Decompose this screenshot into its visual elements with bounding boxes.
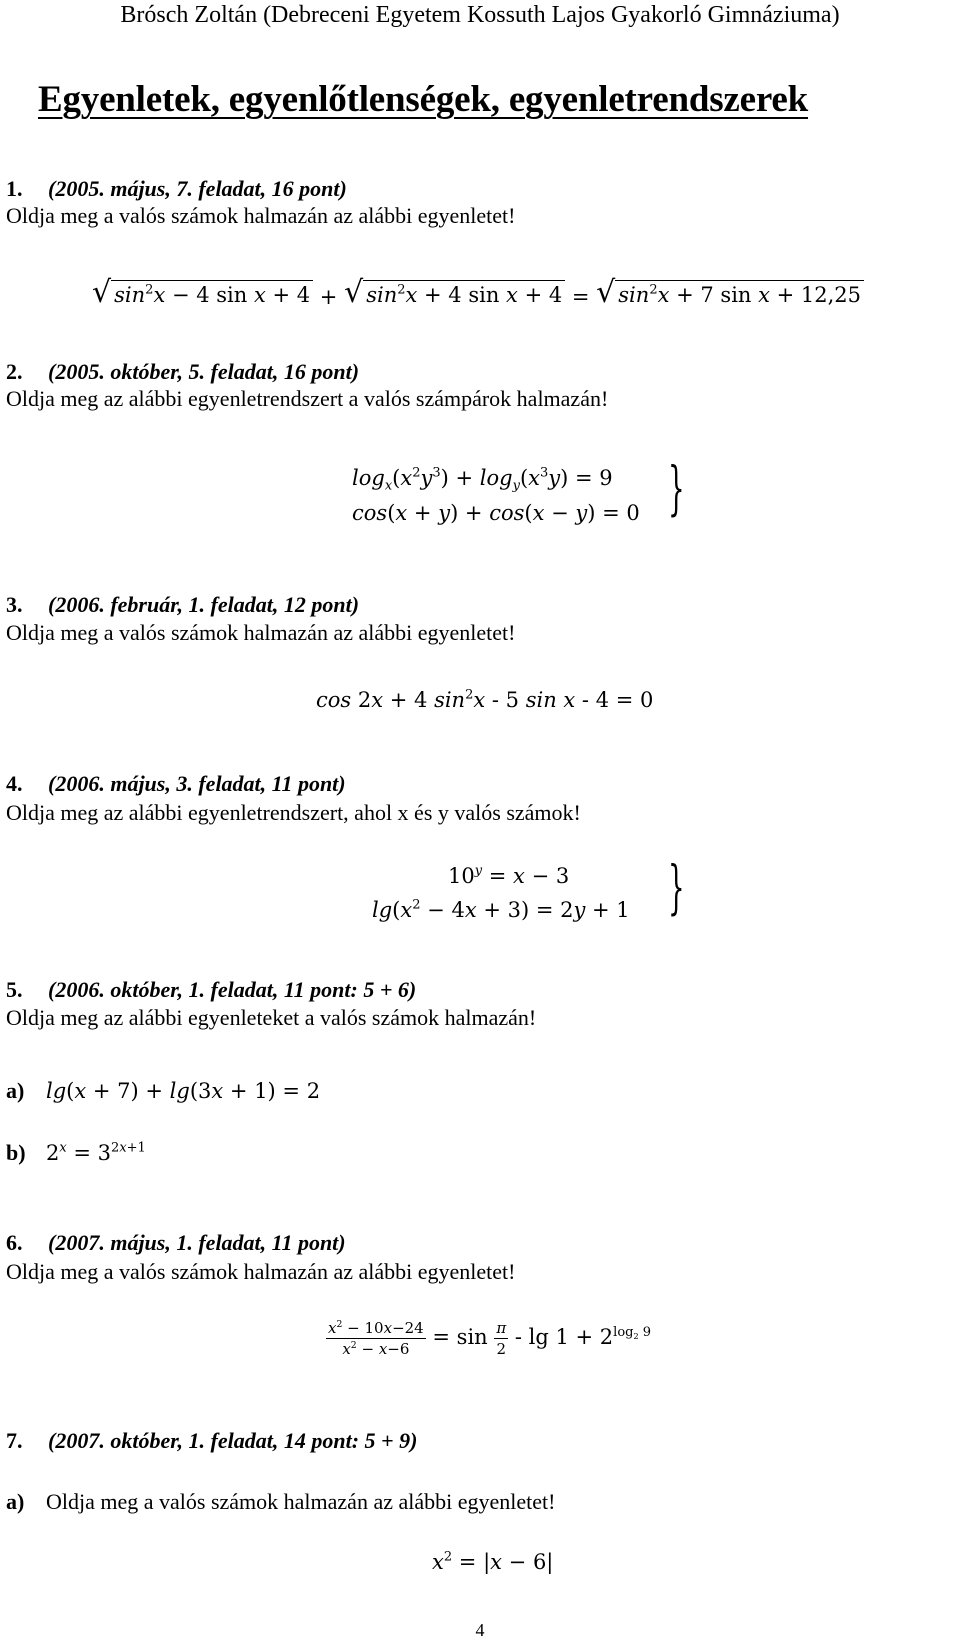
problem-number: 5. [6, 977, 23, 1002]
problem-6-equation: $\frac{x^2 - 10x-24}{x^2 - x-6}$ = sin $\frac{\pi}{2}$ - $\lg 1 + 2^{log_2 9}$ [328, 1318, 652, 1358]
problem-2-equation-2: cos(x + y) + cos(x − y) = 0 [352, 501, 640, 525]
problem-source: (2007. október, 1. feladat, 14 pont: 5 + 9) [48, 1428, 418, 1453]
page-title: Egyenletek, egyenlőtlenségek, egyenletrendszerek [38, 79, 809, 120]
problem-number: 7. [6, 1428, 23, 1453]
problem-5-title [6, 977, 416, 1003]
problem-6-instruction: Oldja meg a valós számok halmazán az alábbi egyenletet! [6, 1259, 516, 1284]
problem-5a [6, 1078, 320, 1104]
problem-number: 4. [6, 771, 23, 796]
problem-source: (2006. május, 3. feladat, 11 pont) [48, 771, 346, 796]
problem-1-instruction: Oldja meg a valós számok halmazán az alábbi egyenletet! [6, 203, 516, 228]
problem-number: 6. [6, 1230, 23, 1255]
system-brace: } [668, 454, 685, 522]
part-label: a) [6, 1489, 25, 1514]
problem-source: (2006. október, 1. feladat, 11 pont: 5 + 6) [48, 977, 417, 1002]
part-label: a) [6, 1078, 25, 1103]
problem-number: 3. [6, 592, 23, 617]
problem-4-title [6, 771, 346, 797]
problem-1-title [6, 176, 347, 202]
problem-2-title [6, 359, 359, 385]
problem-4-equation-2: $\lg(x^2 - 4x + 3) = 2y + 1$ [372, 897, 630, 922]
problem-7a-instruction: Oldja meg a valós számok halmazán az alábbi egyenletet! [46, 1489, 556, 1514]
problem-2-equation-1: $\log_x(x^2y^3) + \log_y(x^3y) = 9$ [352, 465, 613, 494]
problem-6-title [6, 1230, 346, 1256]
part-label: b) [6, 1140, 26, 1165]
problem-number: 2. [6, 359, 23, 384]
problem-4-instruction: Oldja meg az alábbi egyenletrendszert, ahol x és y valós számok! [6, 800, 581, 825]
page-header: Brósch Zoltán (Debreceni Egyetem Kossuth Lajos Gyakorló Gimnáziuma) [120, 2, 840, 28]
page-number: 4 [475, 1620, 485, 1640]
problem-3-equation: cos 2x + 4 $\sin^2x - 5$ sin x - 4 = 0 [316, 687, 654, 712]
system-brace: } [668, 853, 685, 921]
problem-source: (2007. május, 1. feladat, 11 pont) [48, 1230, 346, 1255]
problem-number: 1. [6, 176, 23, 201]
problem-7a [6, 1489, 555, 1515]
problem-5-instruction: Oldja meg az alábbi egyenleteket a valós számok halmazán! [6, 1005, 537, 1030]
problem-3-title [6, 592, 359, 618]
problem-2-instruction: Oldja meg az alábbi egyenletrendszert a valós számpárok halmazán! [6, 386, 609, 411]
problem-5b-equation: $2^x = 3^{2x+1}$ [46, 1140, 146, 1165]
problem-1-equation: √ $\sin^2x - 4$ sin x + 4 + √ $\sin^2x + 4$ sin x + 4 = √ $\sin^2x + 7$ sin x + 12,25 [92, 280, 864, 310]
problem-source: (2006. február, 1. feladat, 12 pont) [48, 592, 360, 617]
problem-5b [6, 1140, 146, 1166]
problem-7-title [6, 1428, 417, 1454]
problem-3-instruction: Oldja meg a valós számok halmazán az alábbi egyenletet! [6, 620, 516, 645]
problem-7a-equation: $x^2 = |x - 6|$ [432, 1549, 554, 1574]
problem-source: (2005. május, 7. feladat, 16 pont) [48, 176, 347, 201]
problem-5a-equation: lg(x + 7) + lg(3x + 1) = 2 [46, 1079, 321, 1103]
problem-source: (2005. október, 5. feladat, 16 pont) [48, 359, 360, 384]
problem-4-equation-1: $10^y = x - 3$ [448, 863, 570, 888]
